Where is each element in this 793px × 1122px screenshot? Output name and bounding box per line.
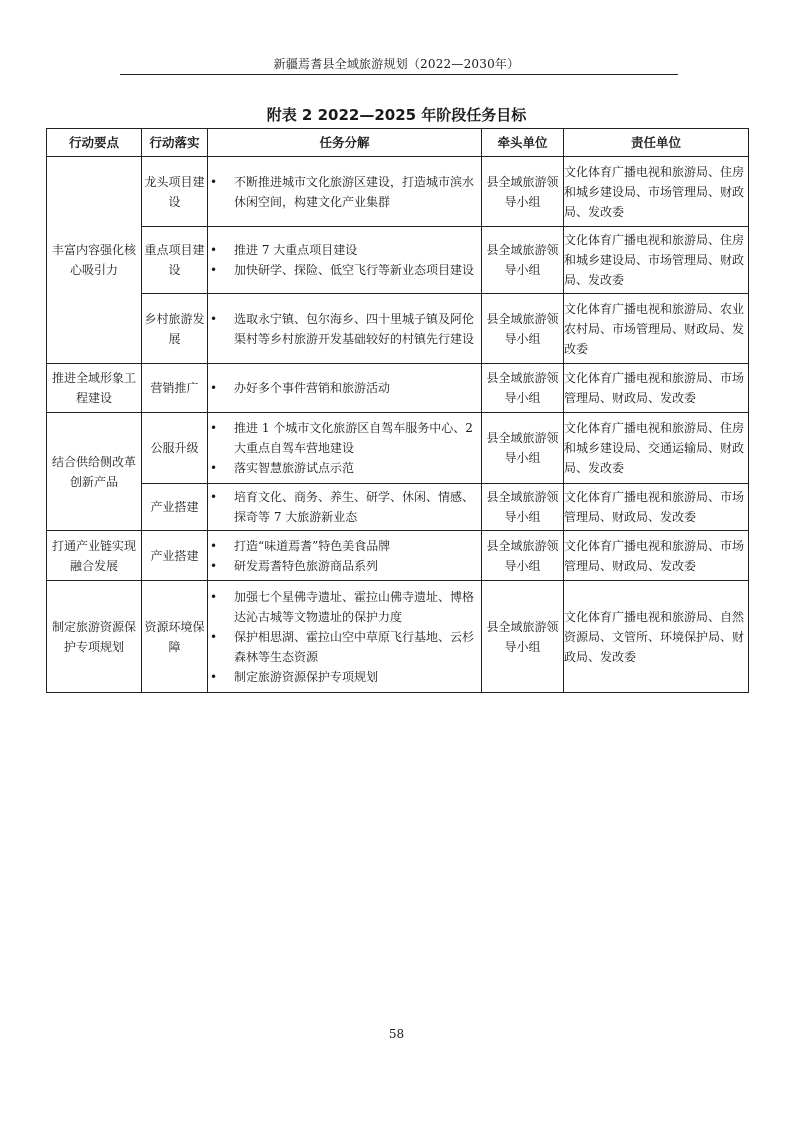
table-row: [47, 227, 749, 294]
task-breakdown-cell: [208, 364, 482, 413]
table-row: [47, 294, 749, 364]
responsible-unit-cell: 文化体育广播电视和旅游局、市场管理局、财政局、发改委: [564, 364, 749, 413]
lead-unit-cell: 县全域旅游领导小组: [482, 157, 564, 227]
task-item: • 打造“味道焉耆”特色美食品牌: [208, 536, 481, 556]
responsible-unit-cell: 文化体育广播电视和旅游局、市场管理局、财政局、发改委: [564, 531, 749, 581]
header-responsible-unit: 责任单位: [564, 129, 749, 157]
running-head: 新疆焉耆县全域旅游规划（2022—2030年）: [273, 57, 520, 71]
implementation-cell: 营销推广: [142, 364, 208, 413]
task-breakdown-cell: [208, 531, 482, 581]
header-lead-unit: 牵头单位: [482, 129, 564, 157]
task-item: • 落实智慧旅游试点示范: [208, 458, 481, 478]
task-breakdown-cell: [208, 227, 482, 294]
lead-unit-cell: 县全域旅游领导小组: [482, 364, 564, 413]
implementation-cell: 重点项目建设: [142, 227, 208, 294]
task-item: • 加强七个星佛寺遗址、霍拉山佛寺遗址、博格达沁古城等文物遗址的保护力度: [208, 587, 481, 627]
table-header-row: [47, 129, 749, 157]
responsible-unit-cell: 文化体育广播电视和旅游局、住房和城乡建设局、市场管理局、财政局、发改委: [564, 157, 749, 227]
task-item: • 推进 7 大重点项目建设: [208, 240, 481, 260]
implementation-cell: 资源环境保障: [142, 581, 208, 693]
responsible-unit-cell: 文化体育广播电视和旅游局、农业农村局、市场管理局、财政局、发改委: [564, 294, 749, 364]
task-item: • 培育文化、商务、养生、研学、休闲、情感、探奇等 7 大旅游新业态: [208, 487, 481, 527]
responsible-unit-cell: 文化体育广播电视和旅游局、市场管理局、财政局、发改委: [564, 484, 749, 531]
table-row: [47, 364, 749, 413]
task-item: • 研发焉耆特色旅游商品系列: [208, 556, 481, 576]
action-point-cell: 推进全域形象工程建设: [47, 364, 142, 413]
task-table: [46, 128, 749, 693]
lead-unit-cell: 县全域旅游领导小组: [482, 581, 564, 693]
table-title: 附表 2 2022—2025 年阶段任务目标: [266, 106, 527, 124]
task-breakdown-cell: [208, 484, 482, 531]
lead-unit-cell: 县全域旅游领导小组: [482, 413, 564, 484]
header-implementation: 行动落实: [142, 129, 208, 157]
task-item: • 不断推进城市文化旅游区建设，打造城市滨水休闲空间，构建文化产业集群: [208, 172, 481, 212]
task-item: • 选取永宁镇、包尔海乡、四十里城子镇及阿伦渠村等乡村旅游开发基础较好的村镇先行建设: [208, 309, 481, 349]
header-action: 行动要点: [47, 129, 142, 157]
action-point-cell: 打通产业链实现融合发展: [47, 531, 142, 581]
task-item: • 推进 1 个城市文化旅游区自驾车服务中心、2 大重点自驾车营地建设: [208, 418, 481, 458]
task-item: • 制定旅游资源保护专项规划: [208, 667, 481, 687]
task-breakdown-cell: [208, 294, 482, 364]
responsible-unit-cell: 文化体育广播电视和旅游局、住房和城乡建设局、市场管理局、财政局、发改委: [564, 227, 749, 294]
implementation-cell: 龙头项目建设: [142, 157, 208, 227]
implementation-cell: 乡村旅游发展: [142, 294, 208, 364]
task-item: • 办好多个事件营销和旅游活动: [208, 378, 481, 398]
responsible-unit-cell: 文化体育广播电视和旅游局、自然资源局、文管所、环境保护局、财政局、发改委: [564, 581, 749, 693]
task-breakdown-cell: [208, 157, 482, 227]
action-point-cell: 丰富内容强化核心吸引力: [47, 157, 142, 364]
implementation-cell: 公服升级: [142, 413, 208, 484]
table-row: [47, 531, 749, 581]
table-row: [47, 413, 749, 484]
lead-unit-cell: 县全域旅游领导小组: [482, 484, 564, 531]
task-breakdown-cell: [208, 581, 482, 693]
task-item: • 加快研学、探险、低空飞行等新业态项目建设: [208, 260, 481, 280]
lead-unit-cell: 县全域旅游领导小组: [482, 294, 564, 364]
action-point-cell: 结合供给侧改革创新产品: [47, 413, 142, 531]
table-row: [47, 484, 749, 531]
implementation-cell: 产业搭建: [142, 484, 208, 531]
task-breakdown-cell: [208, 413, 482, 484]
task-item: • 保护相思湖、霍拉山空中草原飞行基地、云杉森林等生态资源: [208, 627, 481, 667]
header-rule: [120, 74, 678, 75]
table-row: [47, 157, 749, 227]
lead-unit-cell: 县全域旅游领导小组: [482, 531, 564, 581]
lead-unit-cell: 县全域旅游领导小组: [482, 227, 564, 294]
table-row: [47, 581, 749, 693]
header-tasks: 任务分解: [208, 129, 482, 157]
page-number: 58: [388, 1027, 405, 1041]
responsible-unit-cell: 文化体育广播电视和旅游局、住房和城乡建设局、交通运输局、财政局、发改委: [564, 413, 749, 484]
action-point-cell: 制定旅游资源保护专项规划: [47, 581, 142, 693]
implementation-cell: 产业搭建: [142, 531, 208, 581]
